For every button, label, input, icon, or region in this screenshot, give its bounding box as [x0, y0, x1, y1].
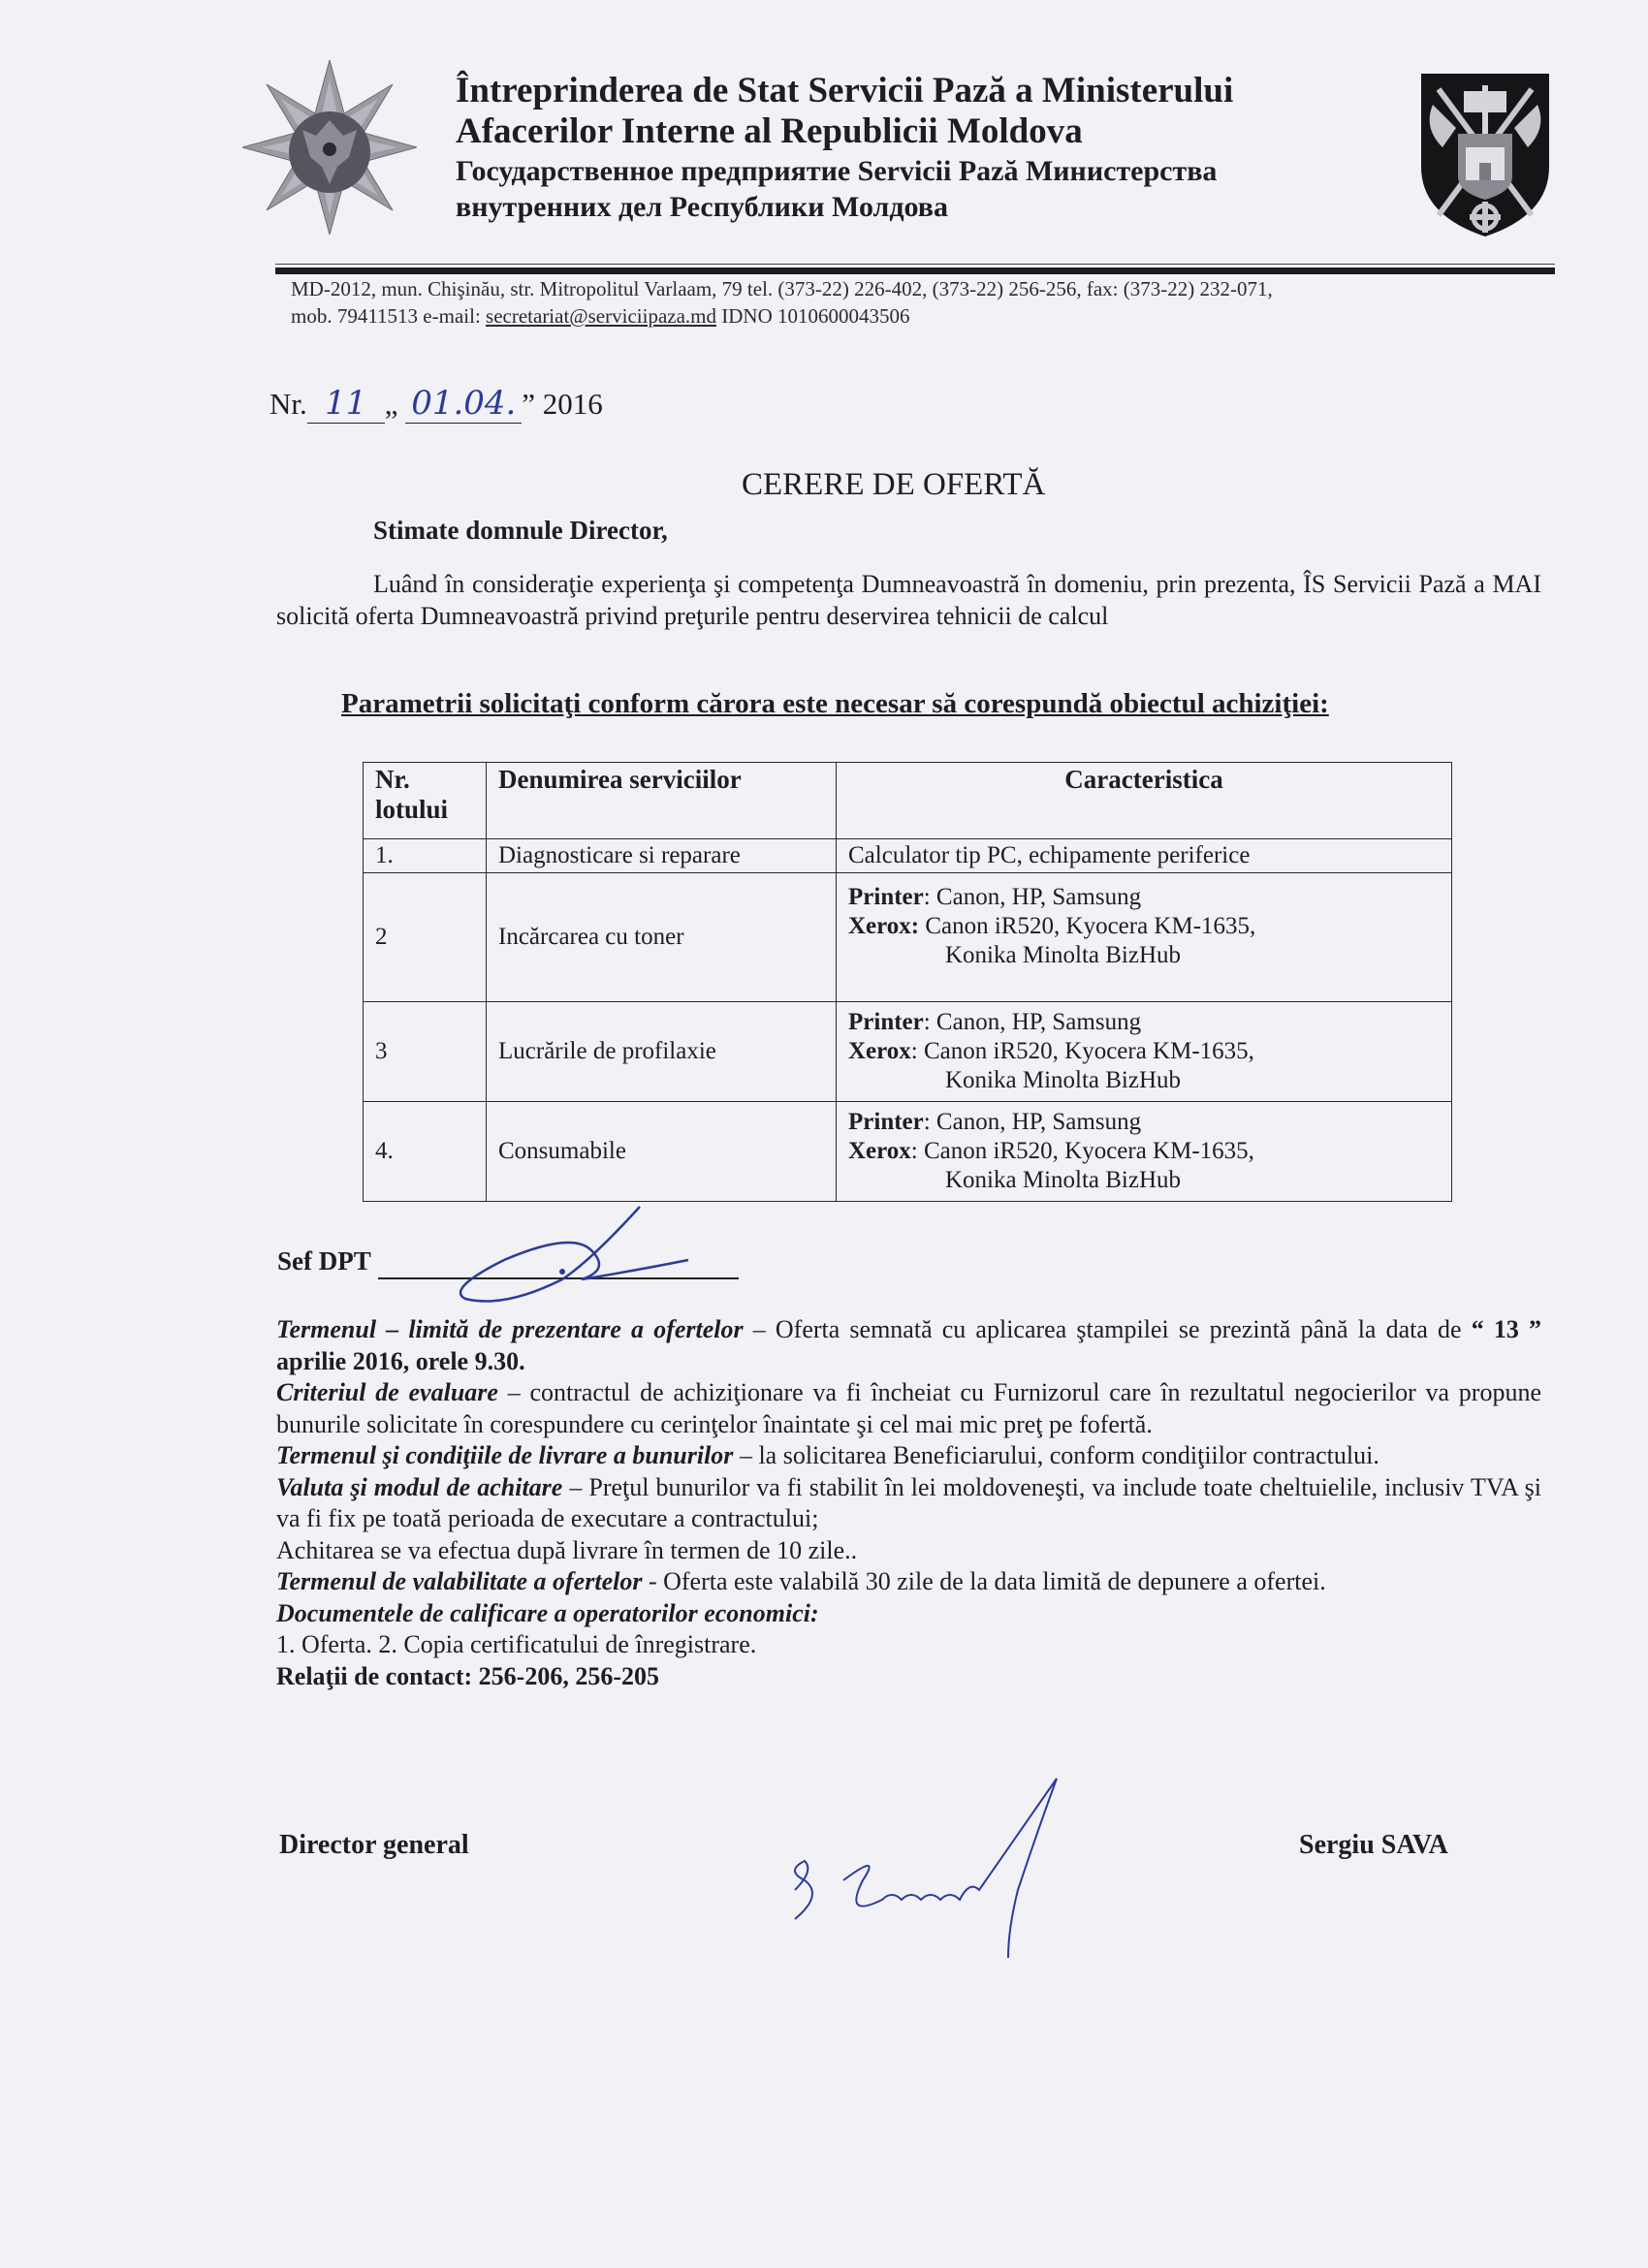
term-validity: Termenul de valabilitate a ofertelor - Oferta este valabilă 30 zile de la data limită de depunere a ofertei. — [276, 1567, 1326, 1595]
characteristic — [837, 839, 1452, 873]
table-row — [364, 873, 1452, 1002]
spec-xerox-cont: Konika Minolta BizHub — [945, 942, 1182, 968]
spec-printer: Printer: Canon, HP, Samsung — [848, 1009, 1142, 1035]
date-open-quote: „ — [384, 387, 398, 421]
term-payment: Achitarea se va efectua după livrare în termen de 10 zile.. — [276, 1535, 858, 1564]
table-row — [364, 1102, 1452, 1202]
table-header-row — [364, 763, 1452, 839]
header-divider — [275, 268, 1555, 274]
lot-number: 2 — [364, 873, 487, 1002]
service-name: Lucrările de profilaxie — [487, 1002, 837, 1102]
org-name-ro-line1: Întreprinderea de Stat Servicii Pază a Ministerului — [456, 71, 1234, 110]
term-deadline: Termenul – limită de prezentare a ofertelor – Oferta semnată cu aplicarea ştampilei se prezintă până la data de “ 13 ” aprilie 2016, orele 9.30. — [276, 1315, 1541, 1375]
nr-handwritten-value: 11 — [307, 384, 385, 424]
lot-number: 3 — [364, 1002, 487, 1102]
terms-section — [276, 1314, 1541, 1692]
lots-table — [363, 762, 1452, 1202]
handwritten-signature-icon — [446, 1202, 737, 1308]
address-line: MD-2012, mun. Chişinău, str. Mitropolitul Varlaam, 79 tel. (373-22) 226-402, (373-22) 256-256, fax: (373-22) 232-071, — [291, 277, 1273, 300]
signatory-name: Sergiu SAVA — [1299, 1830, 1448, 1860]
signatory-position: Director general — [279, 1830, 469, 1860]
org-name-ru-line2: внутренних дел Республики Молдова — [456, 191, 949, 223]
table-row — [364, 839, 1452, 873]
service-name: Consumabile — [487, 1102, 837, 1202]
lot-number: 1. — [364, 839, 487, 873]
term-documents: Documentele de calificare a operatorilor economici: — [276, 1598, 819, 1627]
spec-printer: Printer: Canon, HP, Samsung — [848, 1109, 1142, 1135]
term-currency: Valuta şi modul de achitare – Preţul bunurilor va fi stabilit în lei moldoveneşti, va include toate cheltuielile, inclusiv TVA şi va fi fix pe toată perioada de executare a contractului; — [276, 1472, 1541, 1532]
org-name-ru-line1: Государственное предприятие Servicii Pază Министерства — [456, 155, 1218, 187]
lot-number: 4. — [364, 1102, 487, 1202]
characteristic — [837, 873, 1452, 1002]
nr-label: Nr. — [269, 387, 307, 421]
date-year: ” 2016 — [522, 387, 603, 421]
org-name-ro-line2: Afacerilor Interne al Republicii Moldova — [456, 111, 1083, 151]
spec-text: Calculator tip PC, echipamente periferice — [848, 842, 1251, 868]
term-delivery: Termenul şi condiţiile de livrare a bunurilor – la solicitarea Beneficiarului, conform condiţiilor contractului. — [276, 1441, 1379, 1469]
header-characteristic: Caracteristica — [837, 763, 1452, 839]
email-link[interactable]: secretariat@serviciipaza.md — [486, 304, 716, 328]
table-row — [364, 1002, 1452, 1102]
document-title: CERERE DE OFERTĂ — [742, 467, 1046, 502]
coat-of-arms-shield-icon — [1417, 70, 1553, 240]
header-service-name: Denumirea serviciilor — [487, 763, 837, 839]
mobile-text: mob. 79411513 e-mail: — [291, 304, 487, 328]
date-handwritten-value: 01.04. — [405, 384, 522, 424]
spec-xerox: Xerox: Canon iR520, Kyocera KM-1635, — [848, 1038, 1254, 1064]
spec-xerox: Xerox: Canon iR520, Kyocera KM-1635, — [848, 1138, 1254, 1164]
term-documents-list: 1. Oferta. 2. Copia certificatului de înregistrare. — [276, 1630, 757, 1658]
spec-xerox: Xerox: Canon iR520, Kyocera KM-1635, — [848, 913, 1256, 939]
contact-line — [291, 304, 910, 329]
spec-xerox-cont: Konika Minolta BizHub — [945, 1067, 1182, 1093]
service-name: Diagnosticare si reparare — [487, 839, 837, 873]
spec-xerox-cont: Konika Minolta BizHub — [945, 1167, 1182, 1193]
salutation: Stimate domnule Director, — [373, 516, 668, 545]
section-heading: Parametrii solicitaţi conform cărora este necesar să corespundă obiectul achiziţiei: — [341, 688, 1329, 719]
idno-text: IDNO 1010600043506 — [716, 304, 910, 328]
intro-paragraph: Luând în consideraţie experienţa şi competenţa Dumneavoastră în domeniu, prin prezenta, ÎS Servicii Pază a MAI solicită oferta Dumneavoastră privind preţurile pentru deservirea tehnicii de calcul — [276, 570, 1541, 630]
header-divider-thin — [275, 264, 1555, 265]
contact-info: Relaţii de contact: 256-206, 256-205 — [276, 1661, 659, 1690]
director-signature-icon — [776, 1774, 1125, 1958]
header-lot-number: Nr. lotului — [364, 763, 487, 839]
spec-printer: Printer: Canon, HP, Samsung — [848, 884, 1142, 910]
sef-dpt-label: Sef DPT — [277, 1246, 371, 1276]
characteristic — [837, 1102, 1452, 1202]
service-name: Incărcarea cu toner — [487, 873, 837, 1002]
star-emblem-icon — [242, 60, 417, 235]
document-reference — [269, 384, 603, 424]
characteristic — [837, 1002, 1452, 1102]
term-evaluation: Criteriul de evaluare – contractul de achiziţionare va fi încheiat cu Furnizorul care în rezultatul negocierilor va propune bunurile solicitate în corespundere cu cerinţelor înaintate şi cel mai mic preţ pe fofertă. — [276, 1378, 1542, 1438]
